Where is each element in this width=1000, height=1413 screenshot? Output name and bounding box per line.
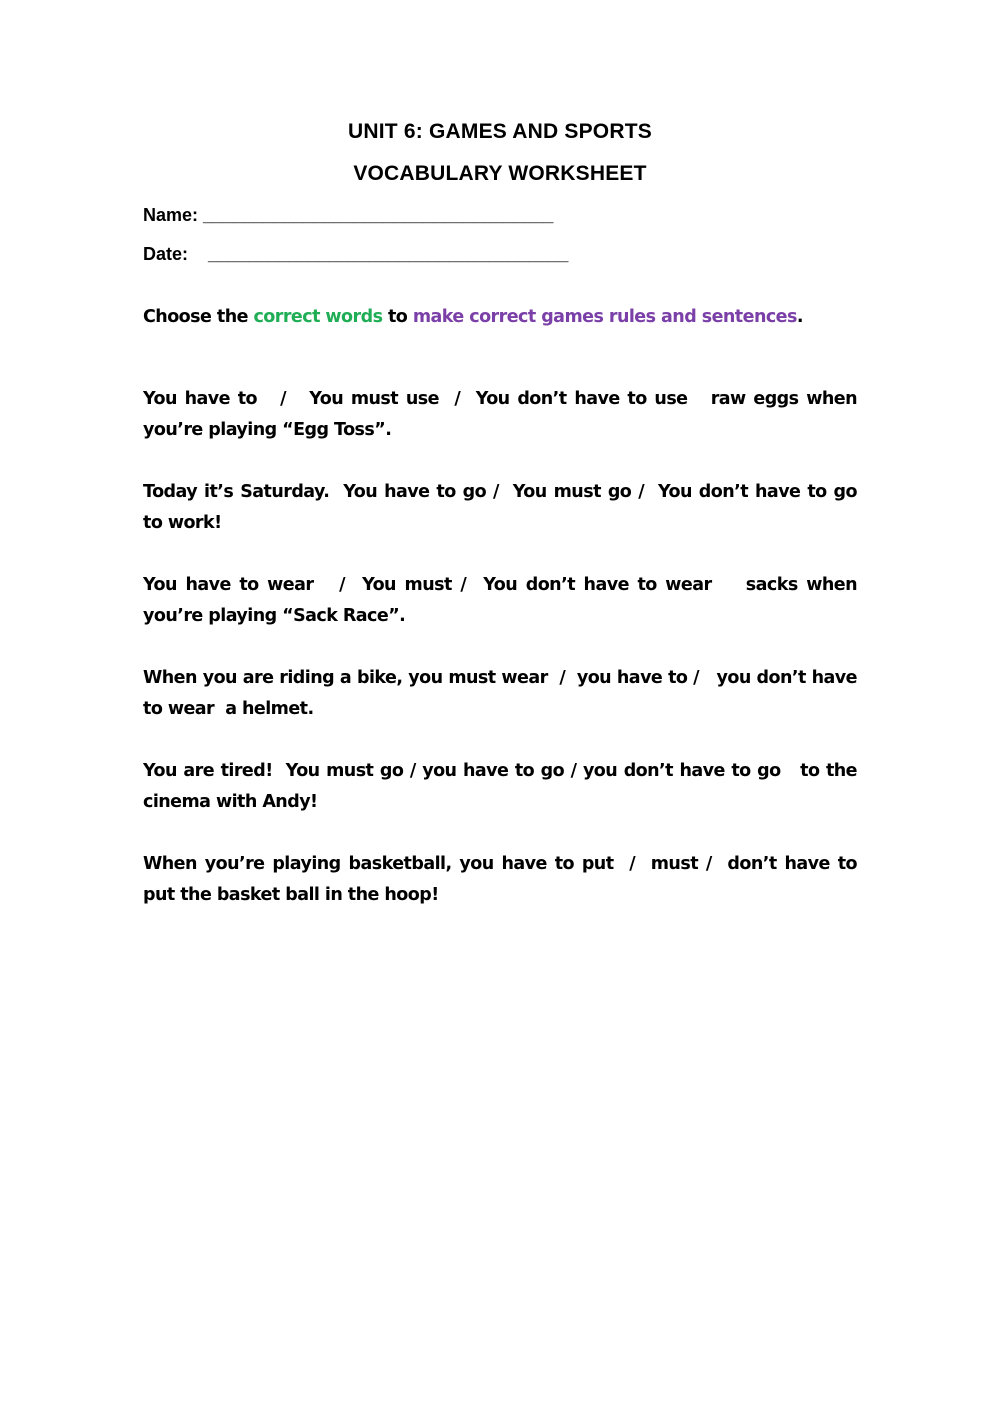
- instruction-highlight-green: correct words: [253, 307, 383, 327]
- instruction-text: [143, 302, 857, 333]
- instruction-part-3: to: [382, 307, 413, 327]
- name-label: Name:: [143, 205, 199, 225]
- question-5: You are tired! You must go / you have to go / you don’t have to go to the cinema with Andy!: [143, 761, 863, 812]
- date-blank-line: ____________________________________: [208, 244, 569, 264]
- question-3: You have to wear / You must / You don’t have to wear sacks when you’re playing “Sack Race”.: [143, 575, 863, 626]
- question-2: Today it’s Saturday. You have to go / You must go / You don’t have to go to work!: [143, 482, 869, 533]
- name-field-row: [143, 204, 553, 226]
- question-1: You have to / You must use / You don’t have to use raw eggs when you’re playing “Egg Toss”.: [143, 389, 863, 440]
- instruction-part-1: Choose the: [143, 307, 254, 327]
- question-6: When you’re playing basketball, you have to put / must / don’t have to put the basket ball in the hoop!: [143, 854, 863, 905]
- worksheet-subtitle: VOCABULARY WORKSHEET: [353, 162, 647, 185]
- date-label: Date:: [143, 244, 189, 264]
- worksheet-title: UNIT 6: GAMES AND SPORTS: [348, 120, 652, 143]
- instruction-highlight-purple: make correct games rules and sentences: [412, 307, 797, 327]
- question-4: When you are riding a bike, you must wear / you have to / you don’t have to wear a helmet.: [143, 668, 863, 719]
- instruction-part-5: .: [796, 307, 803, 327]
- date-field-row: [143, 243, 568, 265]
- name-blank-line: ___________________________________: [203, 205, 554, 225]
